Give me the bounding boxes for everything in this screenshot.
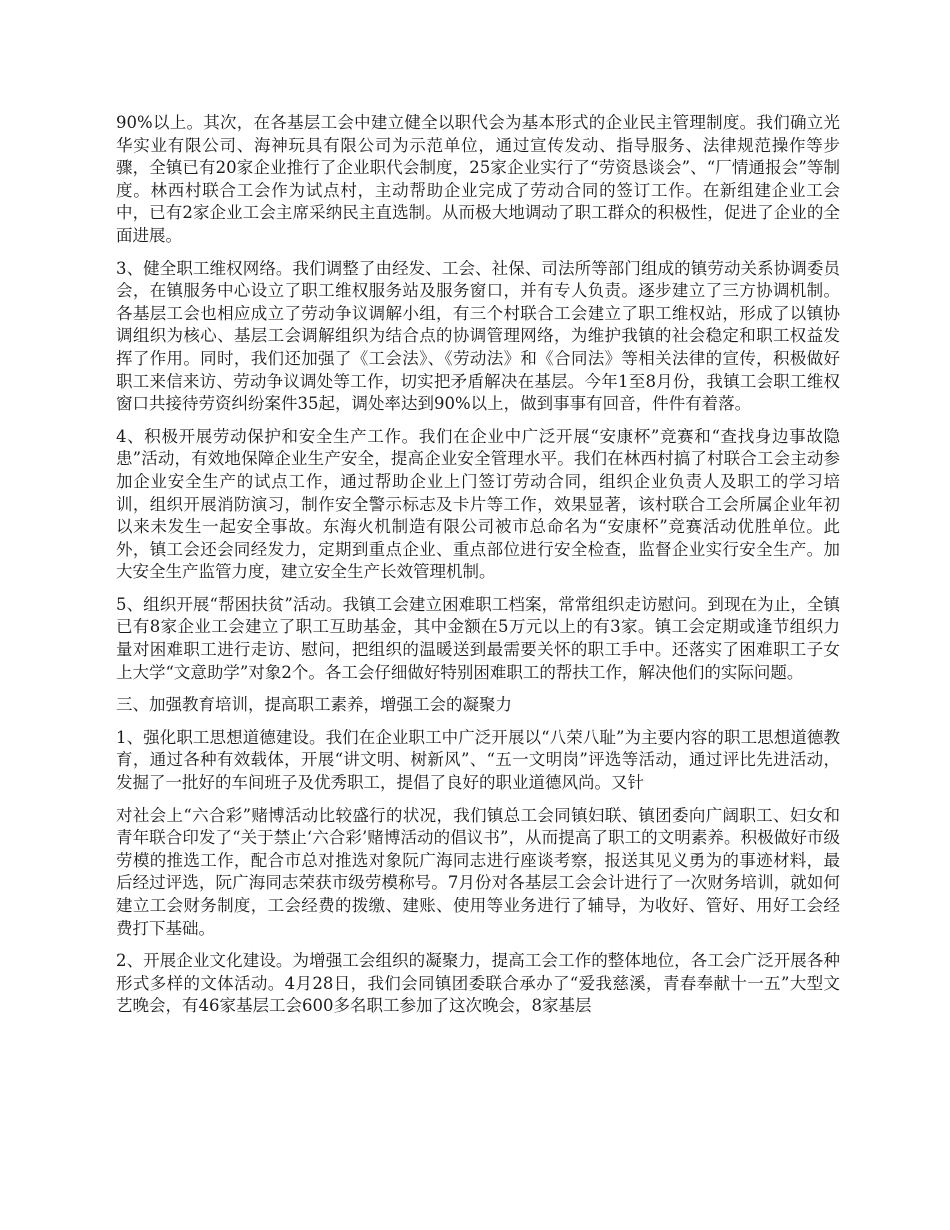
- paragraph-democratic-management: 90%以上。其次，在各基层工会中建立健全以职代会为基本形式的企业民主管理制度。我们确立光华实业有限公司、海神玩具有限公司为示范单位，通过宣传发动、指导服务、法律规范操作等步骤，全镇已有20家企业推行了企业职代会制度，25家企业实行了“劳资恳谈会”、“厂情通报会”等制度。林西村联合工会作为试点村，主动帮助企业完成了劳动合同的签订工作。在新组建企业工会中，已有2家企业工会主席采纳民主直选制。从而极大地调动了职工群众的积极性，促进了企业的全面进展。: [116, 113, 840, 245]
- section-heading-education: 三、加强教育培训，提高职工素养，增强工会的凝聚力: [116, 695, 512, 715]
- paragraph-poverty-relief: 5、组织开展“帮困扶贫”活动。我镇工会建立困难职工档案，常常组织走访慰问。到现在为止，全镇已有8家企业工会建立了职工互助基金，其中金额在5万元以上的有3家。镇工会定期或逢节组织力量对困难职工进行走访、慰问，把组织的温暖送到最需要关怀的职工手中。还落实了困难职工子女上大学“文意助学”对象2个。各工会仔细做好特别困难职工的帮扶工作，解决他们的实际问题。: [116, 594, 840, 682]
- paragraph-labor-safety: 4、积极开展劳动保护和安全生产工作。我们在企业中广泛开展“安康杯”竞赛和“查找身边事故隐患”活动，有效地保障企业生产安全，提高企业安全管理水平。我们在林西村搞了村联合工会主动参加企业安全生产的试点工作，通过帮助企业上门签订劳动合同，组织企业负责人及职工的学习培训，组织开展消防演习，制作安全警示标志及卡片等工作，效果显著，该村联合工会所属企业年初以来未发生一起安全事故。东海火机制造有限公司被市总命名为“安康杯”竞赛活动优胜单位。此外，镇工会还会同经发力，定期到重点企业、重点部位进行安全检查，监督企业实行安全生产。加大安全生产监管力度，建立安全生产长效管理机制。: [116, 426, 840, 582]
- paragraph-corporate-culture: 2、开展企业文化建设。为增强工会组织的凝聚力，提高工会工作的整体地位，各工会广泛开展各种形式多样的文体活动。4月28日，我们会同镇团委联合承办了“爱我慈溪，青春奉献十一五”大型文艺晚会，有46家基层工会600多名职工参加了这次晚会，8家基层: [116, 951, 840, 1016]
- paragraph-gambling-campaign: 对社会上“六合彩”赌博活动比较盛行的状况，我们镇总工会同镇妇联、镇团委向广阔职工、妇女和青年联合印发了“关于禁止‘六合彩’赌博活动的倡议书”，从而提高了职工的文明素养。积极做好市级劳模的推选工作，配合市总对推选对象阮广海同志进行座谈考察，报送其见义勇为的事迹材料，最后经过评选，阮广海同志荣获市级劳模称号。7月份对各基层工会会计进行了一次财务培训，就如何建立工会财务制度，工会经费的拨缴、建账、使用等业务进行了辅导，为收好、管好、用好工会经费打下基础。: [116, 805, 840, 938]
- document-page: [116, 112, 840, 1028]
- paragraph-moral-education: 1、强化职工思想道德建设。我们在企业职工中广泛开展以“八荣八耻”为主要内容的职工思想道德教育，通过各种有效载体，开展“讲文明、树新风”、“五一文明岗”评选等活动，通过评比先进活动，发掘了一批好的车间班子及优秀职工，提倡了良好的职业道德风尚。又针: [116, 727, 840, 793]
- paragraph-rights-network: 3、健全职工维权网络。我们调整了由经发、工会、社保、司法所等部门组成的镇劳动关系协调委员会，在镇服务中心设立了职工维权服务站及服务窗口，并有专人负责。逐步建立了三方协调机制。各基层工会也相应成立了劳动争议调解小组，有三个村联合工会建立了职工维权站，形成了以镇协调组织为核心、基层工会调解组织为结合点的协调管理网络，为维护我镇的社会稳定和职工权益发挥了作用。同时，我们还加强了《工会法》、《劳动法》和《合同法》等相关法律的宣传，积极做好职工来信来访、劳动争议调处等工作，切实把矛盾解决在基层。今年1至8月份，我镇工会职工维权窗口共接待劳资纠纷案件35起，调处率达到90%以上，做到事事有回音，件件有着落。: [116, 258, 840, 414]
